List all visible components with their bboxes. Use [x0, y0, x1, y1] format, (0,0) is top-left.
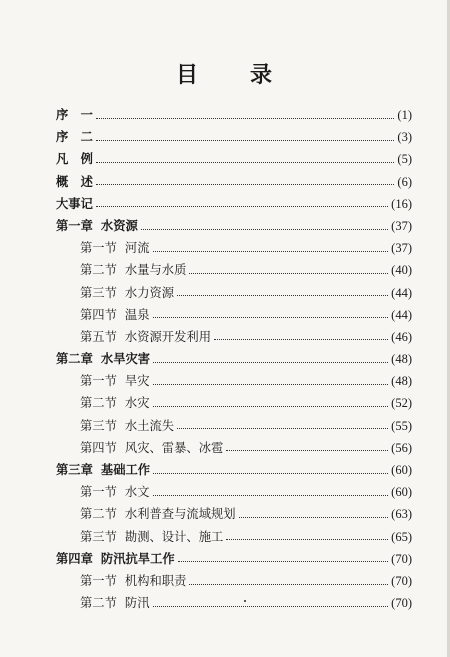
toc-page-number: (65)	[391, 529, 412, 544]
dot-leader	[226, 539, 388, 540]
toc-section-entry	[56, 370, 412, 392]
dot-leader	[153, 606, 389, 607]
toc-page-number: (70)	[391, 551, 412, 566]
toc-entry-label	[80, 570, 186, 592]
toc-page-number: (37)	[391, 241, 412, 256]
dot-leader	[177, 428, 388, 429]
toc-entry-label	[80, 392, 150, 414]
dot-leader	[96, 162, 395, 163]
toc-entry-title: 水旱灾害	[100, 351, 151, 367]
dot-leader	[96, 184, 395, 185]
toc-entry-title: 机构和职责	[124, 573, 187, 588]
paper-speck	[244, 600, 246, 602]
toc-entry-title: 水力资源	[124, 285, 175, 300]
toc-section-entry	[56, 503, 412, 525]
toc-entry-title: 水量与水质	[124, 263, 187, 278]
toc-entry-label	[80, 526, 223, 548]
toc-chapter-entry	[56, 548, 412, 570]
toc-entry-label	[56, 548, 175, 570]
dot-leader	[141, 229, 388, 230]
toc-entry-title: 防汛抗旱工作	[100, 550, 175, 566]
toc-entry-label	[56, 104, 93, 126]
dot-leader	[153, 495, 389, 496]
toc-page-number: (46)	[391, 329, 412, 344]
toc-entry-label	[56, 459, 150, 481]
toc-entry-label	[80, 503, 236, 525]
toc-entry-heading: 第二节	[80, 507, 117, 522]
toc-entry-heading: 第一节	[80, 241, 117, 256]
toc-entry-heading: 第四节	[80, 440, 117, 455]
toc-entry-title: 水利普查与流域规划	[124, 507, 236, 522]
toc-page-number: (48)	[391, 374, 412, 389]
toc-entry-heading: 大事记	[56, 195, 93, 211]
toc-entry-heading: 第一节	[80, 485, 117, 500]
toc-entry-title: 水资源	[100, 217, 138, 233]
toc-page-number: (60)	[391, 485, 412, 500]
toc-front-entry	[56, 193, 412, 215]
toc-page-number: (56)	[391, 440, 412, 455]
toc-page-number: (52)	[391, 396, 412, 411]
dot-leader	[177, 295, 388, 296]
toc-entry-heading: 序 一	[56, 107, 93, 122]
toc-entry-heading: 第一节	[80, 573, 117, 588]
toc-section-entry	[56, 415, 412, 437]
toc-entry-title: 河流	[124, 241, 150, 256]
toc-entry-heading: 第三节	[80, 418, 117, 433]
toc-entry-label	[80, 282, 174, 304]
toc-page-number: (60)	[391, 463, 412, 477]
toc-entry-title: 基础工作	[100, 462, 151, 477]
dot-leader	[189, 273, 388, 274]
toc-section-entry	[56, 570, 412, 592]
dot-leader	[153, 362, 388, 363]
toc-entry-label	[80, 592, 150, 614]
toc-entry-title: 水文	[124, 485, 150, 500]
toc-section-entry	[56, 282, 412, 304]
toc-page-number: (37)	[391, 218, 412, 233]
toc-entry-label	[80, 326, 211, 348]
toc-section-entry	[56, 392, 412, 414]
title-char-1: 目	[175, 62, 200, 88]
toc-entry-label	[80, 304, 150, 326]
toc-chapter-entry	[56, 459, 412, 481]
dot-leader	[153, 406, 389, 407]
toc-entry-title: 温泉	[124, 307, 150, 322]
toc-page-number: (16)	[391, 196, 412, 211]
toc-front-entry	[56, 171, 412, 193]
toc-entry-heading: 第二节	[80, 263, 117, 278]
dot-leader	[153, 317, 389, 318]
title-char-2: 录	[250, 62, 275, 88]
toc-page-number: (55)	[391, 418, 412, 433]
toc-section-entry	[56, 526, 412, 548]
toc-entry-label	[56, 193, 93, 215]
toc-entry-label	[80, 415, 174, 437]
toc-page-number: (63)	[391, 507, 412, 522]
toc-entry-label	[80, 481, 150, 503]
toc-section-entry	[56, 304, 412, 326]
toc-entry-heading: 第五节	[80, 329, 117, 344]
dot-leader	[153, 251, 389, 252]
toc-entry-label	[80, 437, 223, 459]
toc-page-number: (5)	[397, 152, 412, 167]
toc-entry-heading: 序 二	[56, 129, 93, 145]
toc-entry-title: 风灾、雷暴、冰雹	[124, 440, 224, 455]
toc-entry-label	[80, 370, 150, 392]
toc-section-entry	[56, 326, 412, 348]
toc-entry-label	[80, 259, 186, 281]
dot-leader	[153, 473, 388, 474]
toc-page-number: (44)	[391, 307, 412, 322]
toc-entry-label	[56, 126, 93, 148]
toc-entry-heading: 第二节	[80, 396, 117, 411]
toc-entry-heading: 第三章	[56, 462, 93, 477]
toc-entry-heading: 第三节	[80, 529, 117, 544]
dot-leader	[189, 584, 388, 585]
toc-entry-heading: 第二章	[56, 351, 93, 367]
dot-leader	[226, 450, 388, 451]
toc-chapter-entry	[56, 215, 412, 237]
toc-entry-heading: 概 述	[56, 173, 93, 189]
toc-entry-heading: 第二节	[80, 596, 117, 611]
toc-page-number: (70)	[391, 573, 412, 588]
toc-entry-label	[56, 171, 93, 193]
toc-entry-title: 防汛	[124, 596, 150, 611]
toc-section-entry	[56, 481, 412, 503]
toc-chapter-entry	[56, 348, 412, 370]
toc-section-entry	[56, 592, 412, 614]
toc-entry-title: 旱灾	[124, 374, 150, 389]
dot-leader	[178, 561, 388, 562]
toc-front-entry	[56, 104, 412, 126]
dot-leader	[239, 517, 389, 518]
toc-front-entry	[56, 126, 412, 148]
toc-entry-title: 水灾	[124, 396, 150, 411]
toc-entry-label	[56, 148, 93, 170]
toc-entry-heading: 第一节	[80, 374, 117, 389]
toc-page-number: (40)	[391, 263, 412, 278]
toc-entry-heading: 第一章	[56, 217, 93, 233]
toc-entry-heading: 第四节	[80, 307, 117, 322]
toc-entry-title: 水资源开发利用	[124, 329, 211, 344]
toc-entry-label	[56, 348, 150, 370]
toc-section-entry	[56, 259, 412, 281]
toc-entry-label	[80, 237, 150, 259]
page-title	[0, 58, 450, 89]
toc-front-entry	[56, 148, 412, 170]
toc-page-number: (70)	[391, 596, 412, 611]
dot-leader	[214, 339, 388, 340]
toc-page-number: (44)	[391, 285, 412, 300]
toc-page-number: (1)	[397, 108, 412, 122]
toc-section-entry	[56, 237, 412, 259]
toc-entry-heading: 第四章	[56, 550, 93, 566]
toc-page-number: (48)	[391, 352, 412, 367]
toc-entry-title: 水土流失	[124, 418, 175, 433]
toc-entry-heading: 第三节	[80, 285, 117, 300]
dot-leader	[96, 206, 388, 207]
toc-entry-heading: 凡 例	[56, 151, 93, 167]
dot-leader	[153, 384, 389, 385]
dot-leader	[96, 140, 395, 141]
dot-leader	[96, 118, 395, 119]
toc-entry-title: 勘测、设计、施工	[124, 529, 224, 544]
table-of-contents	[56, 104, 412, 614]
toc-entry-label	[56, 215, 138, 237]
toc-section-entry	[56, 437, 412, 459]
toc-page-number: (3)	[397, 130, 412, 145]
toc-page-number: (6)	[397, 174, 412, 189]
